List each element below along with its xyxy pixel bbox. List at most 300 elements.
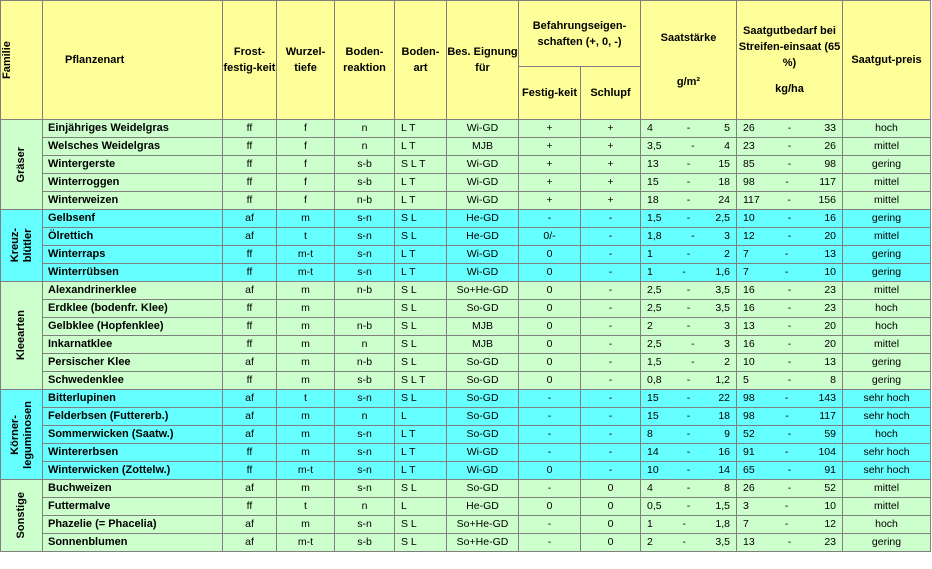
eignung-cell: So+He-GD (447, 516, 519, 534)
festigkeit-cell: 0 (519, 282, 581, 300)
table-row (1, 390, 931, 408)
saatgutbedarf-cell (737, 336, 843, 354)
schlupf-cell: - (581, 444, 641, 462)
range-dash: - (686, 392, 691, 404)
festigkeit-cell: 0 (519, 372, 581, 390)
range-max: 91 (824, 464, 836, 476)
plant-name: Gelbklee (Hopfenklee) (43, 318, 223, 336)
frost-cell: af (223, 210, 277, 228)
range-dash: - (682, 266, 686, 278)
eignung-cell: So+He-GD (447, 282, 519, 300)
reaktion-cell: n (335, 408, 395, 426)
frost-cell: ff (223, 174, 277, 192)
range-min: 13 (743, 536, 755, 548)
table-row (1, 336, 931, 354)
range-dash: - (787, 140, 792, 152)
saatgutbedarf-cell (737, 282, 843, 300)
range-min: 5 (743, 374, 749, 386)
frost-cell: ff (223, 462, 277, 480)
table-row (1, 318, 931, 336)
reaktion-cell: s-n (335, 462, 395, 480)
family-cell: Sonstige (1, 480, 43, 552)
saatgutbedarf-cell (737, 372, 843, 390)
festigkeit-cell: - (519, 210, 581, 228)
range-dash: - (787, 194, 791, 206)
reaktion-cell: s-n (335, 444, 395, 462)
frost-cell: ff (223, 120, 277, 138)
plant-name: Phazelie (= Phacelia) (43, 516, 223, 534)
range-max: 10 (824, 266, 836, 278)
frost-cell: ff (223, 192, 277, 210)
bodenart-cell: S L (395, 390, 447, 408)
saatstaerke-cell (641, 174, 737, 192)
eignung-cell: So-GD (447, 300, 519, 318)
wurzel-cell: m (277, 300, 335, 318)
range-min: 15 (647, 392, 659, 404)
eignung-cell: He-GD (447, 498, 519, 516)
range-max: 3 (724, 320, 730, 332)
eignung-cell: Wi-GD (447, 444, 519, 462)
range-dash: - (785, 410, 789, 422)
table-row (1, 444, 931, 462)
table-row (1, 246, 931, 264)
bodenart-cell: S L (395, 318, 447, 336)
table-body (1, 120, 931, 552)
wurzel-cell: m-t (277, 246, 335, 264)
range-max: 4 (724, 140, 730, 152)
range-min: 1,5 (647, 212, 662, 224)
range-max: 104 (818, 446, 836, 458)
saatgutbedarf-cell (737, 264, 843, 282)
range-dash: - (787, 338, 792, 350)
range-max: 12 (824, 518, 836, 530)
range-dash: - (686, 212, 691, 224)
family-cell: Körner- leguminosen (1, 390, 43, 480)
reaktion-cell: n-b (335, 318, 395, 336)
range-min: 1 (647, 518, 653, 530)
wurzel-cell: f (277, 156, 335, 174)
festigkeit-cell: 0 (519, 498, 581, 516)
eignung-cell: Wi-GD (447, 156, 519, 174)
reaktion-cell: s-b (335, 534, 395, 552)
plant-name: Inkarnatklee (43, 336, 223, 354)
bodenart-cell: L T (395, 264, 447, 282)
preis-cell: gering (843, 534, 931, 552)
frost-cell: ff (223, 372, 277, 390)
saatgutbedarf-cell (737, 246, 843, 264)
saatstaerke-cell (641, 498, 737, 516)
eignung-cell: Wi-GD (447, 264, 519, 282)
range-dash: - (787, 122, 792, 134)
range-min: 3,5 (647, 140, 662, 152)
range-max: 20 (824, 320, 836, 332)
schlupf-cell: - (581, 300, 641, 318)
festigkeit-cell: 0 (519, 318, 581, 336)
schlupf-cell: - (581, 390, 641, 408)
reaktion-cell: s-n (335, 516, 395, 534)
schlupf-cell: + (581, 120, 641, 138)
plant-name: Persischer Klee (43, 354, 223, 372)
range-dash: - (784, 266, 789, 278)
preis-cell: mittel (843, 192, 931, 210)
eignung-cell: Wi-GD (447, 120, 519, 138)
reaktion-cell: n-b (335, 192, 395, 210)
range-dash: - (784, 248, 789, 260)
reaktion-cell: s-n (335, 264, 395, 282)
schlupf-cell: 0 (581, 498, 641, 516)
range-min: 7 (743, 266, 749, 278)
eignung-cell: MJB (447, 138, 519, 156)
festigkeit-cell: 0 (519, 300, 581, 318)
festigkeit-cell: + (519, 192, 581, 210)
saatstaerke-cell (641, 228, 737, 246)
preis-cell: mittel (843, 336, 931, 354)
range-min: 2 (647, 536, 653, 548)
eignung-cell: Wi-GD (447, 192, 519, 210)
range-dash: - (686, 428, 691, 440)
saatgutbedarf-cell (737, 318, 843, 336)
range-max: 98 (824, 158, 836, 170)
range-min: 85 (743, 158, 755, 170)
wurzel-cell: m (277, 480, 335, 498)
range-min: 2,5 (647, 338, 662, 350)
frost-cell: ff (223, 300, 277, 318)
frost-cell: af (223, 480, 277, 498)
range-min: 16 (743, 338, 755, 350)
plant-name: Winterweizen (43, 192, 223, 210)
saatgutbedarf-cell (737, 408, 843, 426)
range-dash: - (784, 392, 789, 404)
range-dash: - (784, 446, 789, 458)
saatstaerke-cell (641, 516, 737, 534)
saatgutbedarf-cell (737, 426, 843, 444)
range-min: 2,5 (647, 302, 662, 314)
saatgutbedarf-cell (737, 462, 843, 480)
saatstaerke-cell (641, 210, 737, 228)
range-max: 3 (724, 338, 730, 350)
range-dash: - (787, 320, 792, 332)
schlupf-cell: + (581, 174, 641, 192)
bodenart-cell: S L (395, 228, 447, 246)
header-pflanzenart: Pflanzenart (43, 1, 223, 120)
frost-cell: ff (223, 246, 277, 264)
schlupf-cell: + (581, 156, 641, 174)
range-min: 3 (743, 500, 749, 512)
range-min: 13 (743, 320, 755, 332)
header-wurzel: Wurzel-tiefe (277, 1, 335, 120)
range-min: 13 (647, 158, 659, 170)
range-dash: - (787, 212, 792, 224)
saatgutbedarf-cell (737, 300, 843, 318)
preis-cell: mittel (843, 498, 931, 516)
bodenart-cell: L T (395, 462, 447, 480)
festigkeit-cell: 0 (519, 354, 581, 372)
range-min: 117 (743, 194, 760, 206)
wurzel-cell: f (277, 138, 335, 156)
range-max: 24 (718, 194, 730, 206)
frost-cell: ff (223, 444, 277, 462)
table-row (1, 498, 931, 516)
plant-name: Winterraps (43, 246, 223, 264)
festigkeit-cell: 0 (519, 264, 581, 282)
table-row (1, 300, 931, 318)
bodenart-cell: S L (395, 210, 447, 228)
plant-name: Futtermalve (43, 498, 223, 516)
saatgutbedarf-cell (737, 192, 843, 210)
bodenart-cell: L T (395, 192, 447, 210)
range-min: 65 (743, 464, 755, 476)
preis-cell: hoch (843, 318, 931, 336)
table-row (1, 228, 931, 246)
saatgutbedarf-cell (737, 498, 843, 516)
festigkeit-cell: - (519, 516, 581, 534)
range-max: 2,5 (715, 212, 730, 224)
range-min: 4 (647, 482, 653, 494)
schlupf-cell: + (581, 192, 641, 210)
preis-cell: mittel (843, 228, 931, 246)
schlupf-cell: - (581, 228, 641, 246)
range-dash: - (787, 464, 792, 476)
bodenart-cell: L T (395, 120, 447, 138)
plant-name: Wintergerste (43, 156, 223, 174)
range-min: 2 (647, 320, 653, 332)
range-dash: - (686, 122, 691, 134)
reaktion-cell: n (335, 336, 395, 354)
reaktion-cell: n (335, 138, 395, 156)
range-max: 20 (824, 338, 836, 350)
range-max: 1,5 (715, 500, 730, 512)
table-row (1, 210, 931, 228)
saatstaerke-cell (641, 282, 737, 300)
table-row (1, 462, 931, 480)
range-dash: - (686, 284, 691, 296)
range-max: 59 (824, 428, 836, 440)
saatstaerke-cell (641, 534, 737, 552)
family-cell: Kleearten (1, 282, 43, 390)
range-dash: - (691, 230, 695, 242)
range-max: 156 (818, 194, 836, 206)
range-max: 3,5 (715, 536, 730, 548)
saatgutbedarf-cell (737, 174, 843, 192)
reaktion-cell (335, 300, 395, 318)
range-max: 22 (718, 392, 730, 404)
wurzel-cell: m (277, 426, 335, 444)
range-dash: - (784, 518, 789, 530)
range-dash: - (686, 302, 691, 314)
plant-name: Welsches Weidelgras (43, 138, 223, 156)
preis-cell: mittel (843, 480, 931, 498)
festigkeit-cell: 0/- (519, 228, 581, 246)
range-max: 33 (824, 122, 836, 134)
range-min: 14 (647, 446, 659, 458)
range-min: 91 (743, 446, 755, 458)
bodenart-cell: L T (395, 174, 447, 192)
range-dash: - (787, 284, 792, 296)
range-min: 10 (743, 356, 755, 368)
wurzel-cell: m (277, 354, 335, 372)
frost-cell: af (223, 282, 277, 300)
range-dash: - (682, 536, 686, 548)
range-dash: - (787, 482, 792, 494)
header-preis: Saatgut-preis (843, 1, 931, 120)
range-min: 0,5 (647, 500, 662, 512)
saatstaerke-cell (641, 480, 737, 498)
saatstaerke-cell (641, 336, 737, 354)
preis-cell: gering (843, 246, 931, 264)
range-max: 13 (824, 356, 836, 368)
saatstaerke-cell (641, 318, 737, 336)
header-frost: Frost-festig-keit (223, 1, 277, 120)
preis-cell: gering (843, 264, 931, 282)
range-dash: - (787, 428, 792, 440)
range-min: 16 (743, 302, 755, 314)
festigkeit-cell: 0 (519, 246, 581, 264)
table-row (1, 138, 931, 156)
eignung-cell: So+He-GD (447, 534, 519, 552)
preis-cell: hoch (843, 426, 931, 444)
table-row (1, 534, 931, 552)
bodenart-cell: L (395, 408, 447, 426)
range-max: 10 (824, 500, 836, 512)
header-saatstaerke: Saatstärke g/m² (641, 1, 737, 120)
header-familie: Familie (1, 1, 43, 120)
range-dash: - (787, 158, 792, 170)
table-row (1, 174, 931, 192)
reaktion-cell: s-n (335, 480, 395, 498)
wurzel-cell: f (277, 120, 335, 138)
plant-name: Ölrettich (43, 228, 223, 246)
plant-name: Schwedenklee (43, 372, 223, 390)
frost-cell: af (223, 426, 277, 444)
bodenart-cell: S L T (395, 372, 447, 390)
reaktion-cell: n-b (335, 354, 395, 372)
range-max: 20 (824, 230, 836, 242)
range-min: 2,5 (647, 284, 662, 296)
wurzel-cell: m (277, 408, 335, 426)
plant-name: Winterwicken (Zottelw.) (43, 462, 223, 480)
range-max: 1,8 (715, 518, 730, 530)
plant-name: Felderbsen (Futtererb.) (43, 408, 223, 426)
reaktion-cell: s-n (335, 210, 395, 228)
range-max: 52 (824, 482, 836, 494)
range-max: 26 (824, 140, 836, 152)
range-min: 1 (647, 266, 653, 278)
saatgutbedarf-cell (737, 138, 843, 156)
range-dash: - (787, 302, 792, 314)
range-dash: - (686, 410, 691, 422)
range-max: 15 (718, 158, 730, 170)
festigkeit-cell: - (519, 444, 581, 462)
saatstaerke-cell (641, 264, 737, 282)
plant-name: Bitterlupinen (43, 390, 223, 408)
festigkeit-cell: - (519, 408, 581, 426)
range-dash: - (691, 140, 695, 152)
saatstaerke-cell (641, 462, 737, 480)
schlupf-cell: - (581, 462, 641, 480)
saatstaerke-cell (641, 390, 737, 408)
wurzel-cell: t (277, 228, 335, 246)
header-befahrung: Befahrungseigen-schaften (+, 0, -) (519, 1, 641, 67)
range-dash: - (686, 446, 691, 458)
preis-cell: sehr hoch (843, 390, 931, 408)
range-min: 16 (743, 284, 755, 296)
plant-name: Erdklee (bodenfr. Klee) (43, 300, 223, 318)
wurzel-cell: m (277, 516, 335, 534)
range-min: 1 (647, 248, 653, 260)
eignung-cell: So-GD (447, 426, 519, 444)
saatgutbedarf-cell (737, 210, 843, 228)
preis-cell: hoch (843, 120, 931, 138)
frost-cell: ff (223, 318, 277, 336)
frost-cell: ff (223, 336, 277, 354)
eignung-cell: So-GD (447, 354, 519, 372)
bodenart-cell: S L (395, 534, 447, 552)
range-dash: - (787, 374, 792, 386)
range-dash: - (686, 320, 691, 332)
family-cell: Kreuz- blütler (1, 210, 43, 282)
saatstaerke-cell (641, 120, 737, 138)
wurzel-cell: m (277, 318, 335, 336)
range-min: 98 (743, 176, 755, 188)
plant-name: Winterrübsen (43, 264, 223, 282)
bodenart-cell: S L (395, 336, 447, 354)
schlupf-cell: - (581, 408, 641, 426)
frost-cell: ff (223, 156, 277, 174)
saatstaerke-cell (641, 408, 737, 426)
range-max: 14 (718, 464, 730, 476)
family-cell: Gräser (1, 120, 43, 210)
range-min: 26 (743, 482, 755, 494)
range-dash: - (686, 482, 691, 494)
eignung-cell: Wi-GD (447, 246, 519, 264)
table-row (1, 120, 931, 138)
saatstaerke-cell (641, 246, 737, 264)
bodenart-cell: S L (395, 516, 447, 534)
frost-cell: af (223, 408, 277, 426)
preis-cell: gering (843, 372, 931, 390)
wurzel-cell: t (277, 390, 335, 408)
wurzel-cell: m (277, 210, 335, 228)
range-max: 117 (819, 410, 836, 422)
schlupf-cell: - (581, 264, 641, 282)
saatstaerke-cell (641, 156, 737, 174)
wurzel-cell: f (277, 192, 335, 210)
schlupf-cell: 0 (581, 480, 641, 498)
frost-cell: af (223, 228, 277, 246)
header-bodenart: Boden-art (395, 1, 447, 120)
saatgutbedarf-cell (737, 390, 843, 408)
header-saatgutbedarf: Saatgutbedarf bei Streifen-einsaat (65 %) kg/ha (737, 1, 843, 120)
plant-name: Alexandrinerklee (43, 282, 223, 300)
bodenart-cell: S L (395, 480, 447, 498)
schlupf-cell: 0 (581, 516, 641, 534)
bodenart-cell: L T (395, 138, 447, 156)
preis-cell: gering (843, 156, 931, 174)
bodenart-cell: S L (395, 354, 447, 372)
range-dash: - (787, 536, 792, 548)
range-max: 8 (830, 374, 836, 386)
preis-cell: mittel (843, 138, 931, 156)
bodenart-cell: L T (395, 246, 447, 264)
table-row (1, 354, 931, 372)
header-eignung: Bes. Eignung für (447, 1, 519, 120)
table-row (1, 282, 931, 300)
festigkeit-cell: - (519, 480, 581, 498)
table-row (1, 408, 931, 426)
saatgutbedarf-cell (737, 444, 843, 462)
bodenart-cell: L (395, 498, 447, 516)
range-max: 1,6 (715, 266, 730, 278)
